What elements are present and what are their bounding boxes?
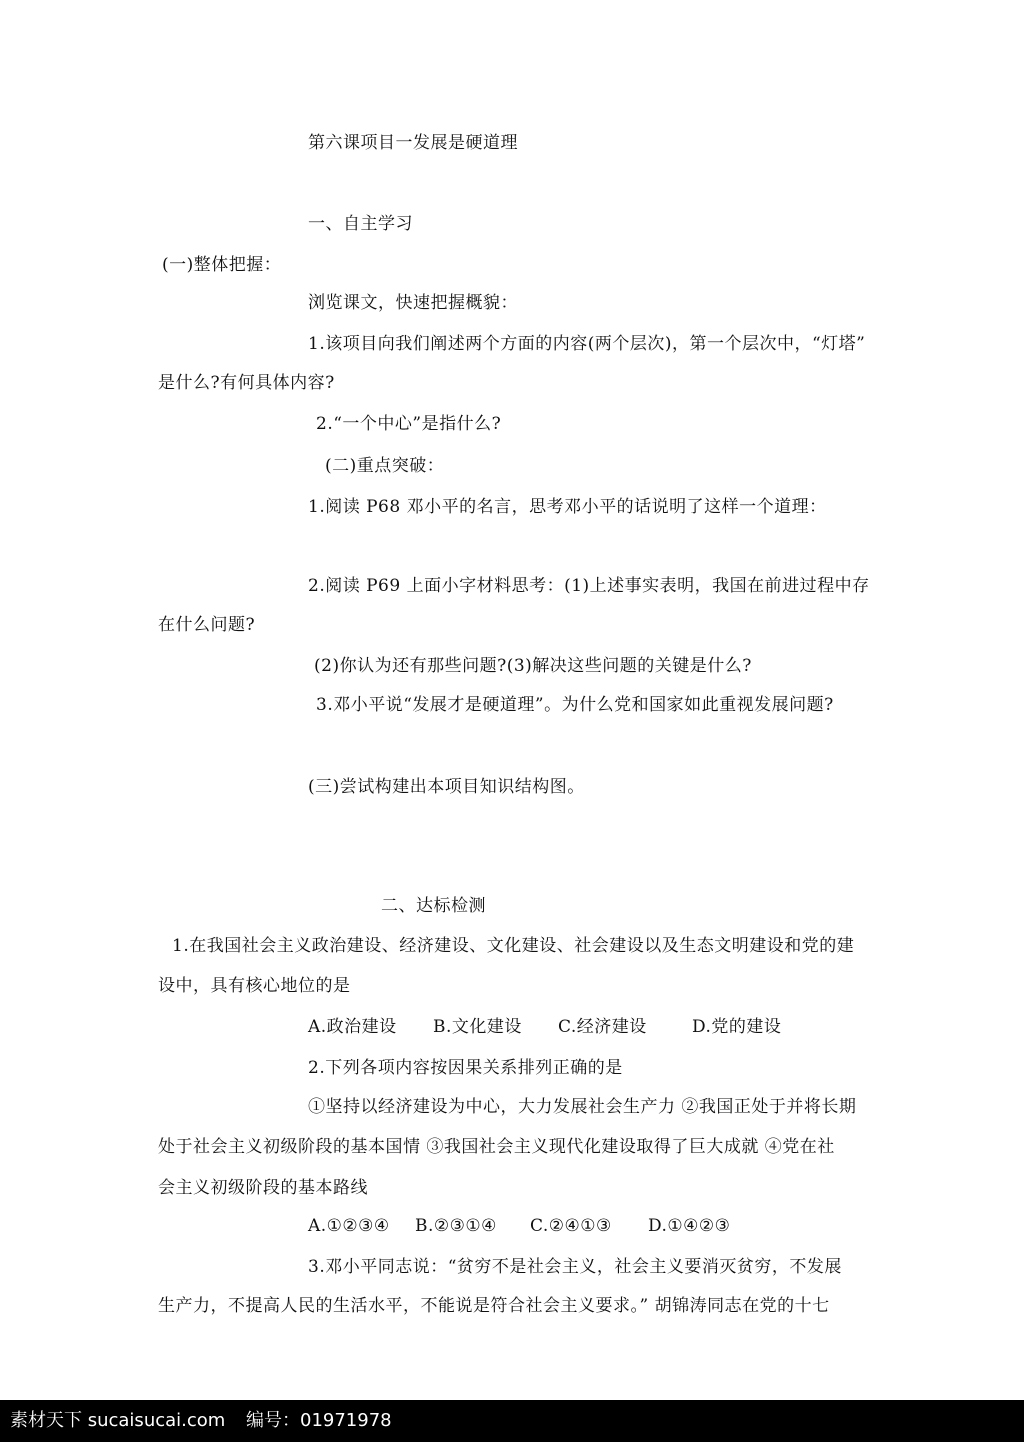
document-title: 第六课项目一发展是硬道理 <box>308 133 518 153</box>
part1-heading: (一)整体把握： <box>162 255 282 275</box>
test-2-line3: 会主义初级阶段的基本路线 <box>158 1178 368 1198</box>
question-1-line1: 1.该项目向我们阐述两个方面的内容(两个层次)，第一个层次中，“灯塔” <box>308 334 866 354</box>
focus-2-line2: 在什么问题? <box>158 615 256 635</box>
watermark-id: 编号：01971978 <box>246 1410 392 1431</box>
focus-2-line1: 2.阅读 P69 上面小字材料思考：(1)上述事实表明，我国在前进过程中存 <box>308 576 870 596</box>
section1-heading: 一、自主学习 <box>308 214 413 234</box>
test-1-option-c: C.经济建设 <box>558 1017 647 1037</box>
test-2-option-d: D.①④②③ <box>648 1216 731 1236</box>
test-2-line1: ①坚持以经济建设为中心，大力发展社会生产力 ②我国正处于并将长期 <box>308 1097 857 1117</box>
test-1-option-d: D.党的建设 <box>692 1017 782 1037</box>
watermark-site: 素材天下 sucaisucai.com <box>10 1410 226 1431</box>
test-2-option-a: A.①②③④ <box>308 1216 390 1236</box>
test-1-option-a: A.政治建设 <box>308 1017 397 1037</box>
focus-3: 3.邓小平说“发展才是硬道理”。为什么党和国家如此重视发展问题? <box>316 695 834 715</box>
part2-heading: (二)重点突破： <box>325 456 445 476</box>
test-2-stem: 2.下列各项内容按因果关系排列正确的是 <box>308 1058 623 1078</box>
question-1-line2: 是什么?有何具体内容? <box>158 373 335 393</box>
test-3-line1: 3.邓小平同志说：“贫穷不是社会主义，社会主义要消灭贫穷，不发展 <box>308 1257 842 1277</box>
test-2-option-b: B.②③①④ <box>415 1216 497 1236</box>
part3-heading: (三)尝试构建出本项目知识结构图。 <box>308 777 585 797</box>
test-2-line2: 处于社会主义初级阶段的基本国情 ③我国社会主义现代化建设取得了巨大成就 ④党在社 <box>158 1137 835 1157</box>
section2-heading: 二、达标检测 <box>381 896 486 916</box>
test-2-option-c: C.②④①③ <box>530 1216 612 1236</box>
intro-text: 浏览课文，快速把握概貌： <box>308 293 518 313</box>
question-2: 2.“一个中心”是指什么? <box>316 414 502 434</box>
focus-2-line3: (2)你认为还有那些问题?(3)解决这些问题的关键是什么? <box>314 656 752 676</box>
test-1-line1: 1.在我国社会主义政治建设、经济建设、文化建设、社会建设以及生态文明建设和党的建 <box>172 936 855 956</box>
watermark-bar <box>0 1400 1024 1442</box>
test-3-line2: 生产力，不提高人民的生活水平，不能说是符合社会主义要求。” 胡锦涛同志在党的十七 <box>158 1296 830 1316</box>
focus-1: 1.阅读 P68 邓小平的名言，思考邓小平的话说明了这样一个道理： <box>308 497 827 517</box>
test-1-line2: 设中，具有核心地位的是 <box>158 976 351 996</box>
test-1-option-b: B.文化建设 <box>433 1017 522 1037</box>
